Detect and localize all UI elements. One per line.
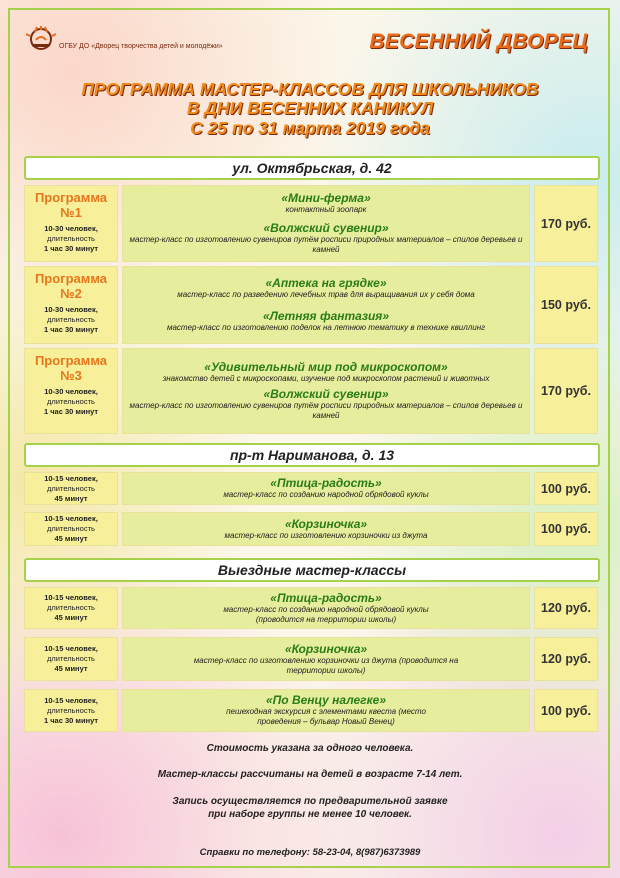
- title-line-2: В ДНИ ВЕСЕННИХ КАНИКУЛ: [186, 98, 434, 118]
- program-activities: [122, 348, 530, 434]
- duration: 1 час 30 минут: [43, 715, 99, 725]
- program-activities: [122, 266, 530, 344]
- program-row: [24, 348, 598, 434]
- activity-description: мастер-класс по созданию народной обрядовой куклы (проводится на территории школы): [223, 604, 429, 624]
- activity-name: «Волжский сувенир»: [263, 221, 389, 235]
- note-signup: Запись осуществляется по предварительной заявке: [172, 796, 448, 807]
- brand-title: ВЕСЕННИЙ ДВОРЕЦ: [369, 30, 588, 53]
- duration: 45 минут: [54, 534, 88, 543]
- activity: [123, 222, 529, 255]
- group-size: 10-15 человек,: [44, 473, 98, 483]
- program-activities: [122, 472, 530, 505]
- program-activities: [122, 587, 530, 629]
- activity-description: контактный зоопарк: [285, 205, 367, 214]
- activity: [123, 192, 529, 215]
- program-row: [24, 587, 598, 629]
- title-line-3: С 25 по 31 марта 2019 года: [190, 118, 430, 138]
- price: 120 руб.: [534, 637, 598, 681]
- program-info: [24, 637, 118, 681]
- activity-name: «Корзиночка»: [284, 641, 368, 656]
- program-name: Программа №1: [34, 190, 108, 220]
- activity-description: мастер-класс по изготовлению поделок на летнюю тематику в технике квиллинг: [166, 323, 486, 332]
- activity-description: мастер-класс по созданию народной обрядовой куклы: [223, 490, 429, 499]
- activity-name: «Волжский сувенир»: [263, 387, 389, 401]
- section-heading: ул. Октябрьская, д. 42: [24, 156, 600, 180]
- duration: 1 час 30 минут: [43, 244, 99, 253]
- program-info: [24, 472, 118, 505]
- activity-description: пешеходная экскурсия с элементами квеста (место проведения – бульвар Новый Венец): [226, 707, 426, 726]
- program-activities: [122, 637, 530, 681]
- section-heading: Выездные мастер-классы: [24, 558, 600, 582]
- duration-label: длительность: [47, 705, 95, 715]
- duration-label: длительность: [47, 524, 95, 533]
- activity-description: мастер-класс по изготовлению корзиночки из джута (проводится на территории школы): [193, 655, 459, 675]
- duration: 45 минут: [54, 613, 88, 622]
- duration-label: длительность: [47, 397, 95, 406]
- program-info: [24, 266, 118, 344]
- group-size: 10-15 человек,: [44, 695, 98, 705]
- program-activities: [122, 689, 530, 732]
- program-info: [24, 689, 118, 732]
- activity-name: «Птица-радость»: [270, 476, 382, 490]
- duration: 45 минут: [54, 664, 88, 673]
- program-row: [24, 512, 598, 546]
- group-size: 10-15 человек,: [44, 514, 98, 523]
- activity-description: мастер-класс по изготовлению сувениров путём росписи природных материалов – спилов деревьев и камней: [129, 235, 523, 254]
- price: 120 руб.: [534, 587, 598, 629]
- activity-name: «Летняя фантазия»: [262, 309, 390, 323]
- section-heading: пр-т Нариманова, д. 13: [24, 443, 600, 467]
- activity-description: мастер-класс по изготовлению корзиночки из джута: [224, 530, 428, 540]
- activity: [123, 277, 529, 300]
- program-info: [24, 512, 118, 546]
- program-name: Программа №2: [34, 271, 108, 301]
- group-size: 10-15 человек,: [44, 644, 98, 653]
- price: 170 руб.: [534, 348, 598, 434]
- activity-name: «По Венцу налегке»: [265, 693, 387, 707]
- duration-label: длительность: [47, 603, 95, 612]
- program-info: [24, 185, 118, 262]
- group-size: 10-30 человек,: [44, 387, 98, 396]
- activity-name: «Удивительный мир под микроскопом»: [204, 360, 448, 374]
- program-row: [24, 472, 598, 505]
- title-line-1: ПРОГРАММА МАСТЕР-КЛАССОВ ДЛЯ ШКОЛЬНИКОВ: [81, 79, 539, 99]
- price: 100 руб.: [534, 472, 598, 505]
- group-size: 10-30 человек,: [44, 224, 98, 233]
- note-group-size: при наборе группы не менее 10 человек.: [208, 809, 412, 820]
- price: 100 руб.: [534, 689, 598, 732]
- org-name: ОГБУ ДО «Дворец творчества детей и молодёжи»: [59, 42, 223, 50]
- program-info: [24, 348, 118, 434]
- activity: [123, 388, 529, 421]
- activity-name: «Корзиночка»: [284, 516, 368, 531]
- duration-label: длительность: [47, 654, 95, 663]
- duration-label: длительность: [47, 234, 95, 243]
- duration-label: длительность: [47, 315, 95, 324]
- activity-name: «Мини-ферма»: [281, 191, 371, 205]
- price: 150 руб.: [534, 266, 598, 344]
- duration-label: длительность: [47, 483, 95, 493]
- program-row: [24, 185, 598, 262]
- activity: [123, 361, 529, 384]
- price: 170 руб.: [534, 185, 598, 262]
- price: 100 руб.: [534, 512, 598, 546]
- activity: [123, 310, 529, 333]
- program-row: [24, 266, 598, 344]
- group-size: 10-30 человек,: [44, 305, 98, 314]
- activity-description: знакомство детей с микроскопами, изучение под микроскопом растений и животных: [162, 374, 490, 383]
- activity-name: «Птица-радость»: [270, 590, 382, 605]
- contact-phone: Справки по телефону: 58-23-04, 8(987)6373989: [199, 847, 421, 858]
- program-activities: [122, 512, 530, 546]
- palace-logo-icon: [26, 26, 56, 50]
- activity-description: мастер-класс по изготовлению сувениров путём росписи природных материалов – спилов деревьев и камней: [129, 401, 523, 420]
- activity-description: мастер-класс по разведению лечебных трав для выращивания их у себя дома: [177, 290, 475, 299]
- program-info: [24, 587, 118, 629]
- program-name: Программа №3: [34, 353, 108, 383]
- duration: 1 час 30 минут: [43, 325, 99, 334]
- program-activities: [122, 185, 530, 262]
- logo: [26, 26, 223, 50]
- program-row: [24, 689, 598, 732]
- activity-name: «Аптека на грядке»: [265, 276, 387, 290]
- program-row: [24, 637, 598, 681]
- note-age: Мастер-классы рассчитаны на детей в возрасте 7-14 лет.: [157, 769, 463, 780]
- group-size: 10-15 человек,: [44, 593, 98, 602]
- note-price: Стоимость указана за одного человека.: [206, 743, 414, 754]
- duration: 1 час 30 минут: [43, 407, 99, 416]
- duration: 45 минут: [54, 493, 88, 503]
